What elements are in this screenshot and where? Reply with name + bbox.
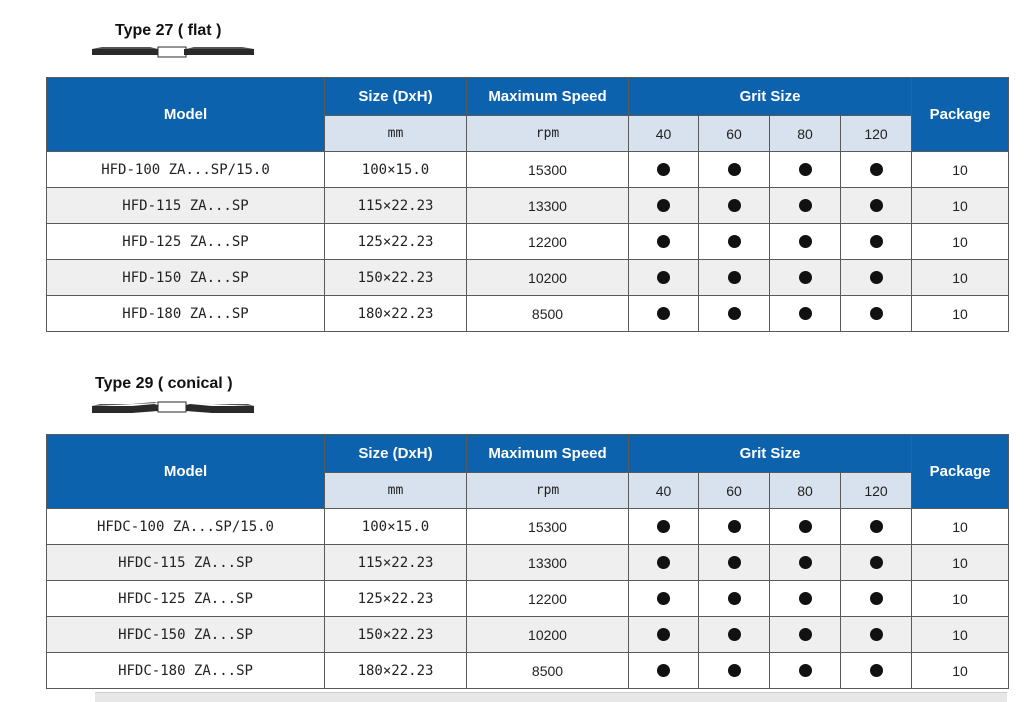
available-dot-icon [870,520,883,533]
speed-cell: 15300 [467,152,629,188]
table-row [47,581,1009,617]
grit-80: 80 [770,116,841,152]
grit-cell-40 [629,509,699,545]
header-size: Size (DxH) [325,78,467,116]
grit-cell-40 [629,581,699,617]
size-cell: 115×22.23 [325,188,467,224]
available-dot-icon [657,199,670,212]
speed-cell: 15300 [467,509,629,545]
header-model: Model [47,435,325,509]
available-dot-icon [870,199,883,212]
unit-speed: rpm [467,473,629,509]
available-dot-icon [657,556,670,569]
grit-cell-80 [770,653,841,689]
table-body-type27 [47,152,1009,332]
size-cell: 150×22.23 [325,617,467,653]
available-dot-icon [728,235,741,248]
header-max-speed: Maximum Speed [467,435,629,473]
grit-cell-60 [699,545,770,581]
available-dot-icon [870,307,883,320]
grit-cell-60 [699,260,770,296]
size-cell: 150×22.23 [325,260,467,296]
available-dot-icon [657,628,670,641]
header-model: Model [47,78,325,152]
available-dot-icon [657,271,670,284]
size-cell: 180×22.23 [325,296,467,332]
available-dot-icon [657,664,670,677]
model-cell: HFDC-115 ZA...SP [47,545,325,581]
grit-cell-120 [841,617,912,653]
grit-cell-60 [699,188,770,224]
table-row [47,188,1009,224]
available-dot-icon [799,199,812,212]
available-dot-icon [799,556,812,569]
header-grit-size: Grit Size [629,78,912,116]
table-row [47,260,1009,296]
model-cell: HFDC-125 ZA...SP [47,581,325,617]
table-row [47,545,1009,581]
grit-80: 80 [770,473,841,509]
speed-cell: 10200 [467,617,629,653]
grit-cell-40 [629,617,699,653]
grit-cell-80 [770,581,841,617]
grit-cell-120 [841,260,912,296]
available-dot-icon [799,235,812,248]
grit-cell-60 [699,224,770,260]
spec-table-type29 [46,434,1009,689]
speed-cell: 13300 [467,188,629,224]
available-dot-icon [799,628,812,641]
grit-cell-120 [841,545,912,581]
available-dot-icon [728,592,741,605]
grit-cell-120 [841,581,912,617]
section-title-type29: Type 29 ( conical ) [95,375,233,392]
speed-cell: 8500 [467,653,629,689]
package-cell: 10 [912,188,1009,224]
grit-cell-40 [629,296,699,332]
grit-cell-40 [629,224,699,260]
package-cell: 10 [912,545,1009,581]
grit-120: 120 [841,116,912,152]
conical-disc-icon [92,398,254,416]
available-dot-icon [799,271,812,284]
available-dot-icon [728,556,741,569]
available-dot-icon [728,163,741,176]
package-cell: 10 [912,581,1009,617]
available-dot-icon [870,271,883,284]
available-dot-icon [799,520,812,533]
unit-size: mm [325,116,467,152]
grit-cell-60 [699,509,770,545]
model-cell: HFD-180 ZA...SP [47,296,325,332]
model-cell: HFD-100 ZA...SP/15.0 [47,152,325,188]
available-dot-icon [657,520,670,533]
available-dot-icon [870,163,883,176]
available-dot-icon [728,307,741,320]
grit-cell-60 [699,581,770,617]
header-max-speed: Maximum Speed [467,78,629,116]
grit-cell-120 [841,509,912,545]
spec-table-type27 [46,77,1009,332]
size-cell: 125×22.23 [325,224,467,260]
grit-cell-80 [770,545,841,581]
model-cell: HFDC-180 ZA...SP [47,653,325,689]
grit-cell-40 [629,260,699,296]
header-size: Size (DxH) [325,435,467,473]
available-dot-icon [870,664,883,677]
model-cell: HFDC-150 ZA...SP [47,617,325,653]
grit-cell-60 [699,617,770,653]
available-dot-icon [799,592,812,605]
available-dot-icon [728,271,741,284]
available-dot-icon [870,556,883,569]
grit-40: 40 [629,116,699,152]
table-row [47,224,1009,260]
header-package: Package [912,78,1009,152]
grit-cell-80 [770,260,841,296]
grit-cell-60 [699,152,770,188]
available-dot-icon [870,592,883,605]
available-dot-icon [728,664,741,677]
available-dot-icon [799,307,812,320]
grit-cell-60 [699,653,770,689]
speed-cell: 13300 [467,545,629,581]
unit-speed: rpm [467,116,629,152]
grit-60: 60 [699,473,770,509]
package-cell: 10 [912,260,1009,296]
section-title-type27: Type 27 ( flat ) [115,22,222,39]
grit-cell-40 [629,152,699,188]
available-dot-icon [657,307,670,320]
speed-cell: 12200 [467,224,629,260]
grit-cell-120 [841,296,912,332]
header-package: Package [912,435,1009,509]
grit-cell-80 [770,152,841,188]
grit-cell-120 [841,224,912,260]
available-dot-icon [870,235,883,248]
grit-120: 120 [841,473,912,509]
speed-cell: 10200 [467,260,629,296]
available-dot-icon [728,520,741,533]
grit-cell-120 [841,653,912,689]
available-dot-icon [657,163,670,176]
table-body-type29 [47,509,1009,689]
grit-cell-120 [841,152,912,188]
grit-cell-60 [699,296,770,332]
grit-cell-40 [629,653,699,689]
available-dot-icon [657,235,670,248]
available-dot-icon [728,628,741,641]
grit-cell-80 [770,296,841,332]
package-cell: 10 [912,152,1009,188]
table-row [47,509,1009,545]
flat-disc-icon [92,44,254,60]
model-cell: HFD-115 ZA...SP [47,188,325,224]
available-dot-icon [799,664,812,677]
size-cell: 125×22.23 [325,581,467,617]
table-row [47,152,1009,188]
package-cell: 10 [912,653,1009,689]
size-cell: 115×22.23 [325,545,467,581]
header-grit-size: Grit Size [629,435,912,473]
grit-cell-40 [629,188,699,224]
speed-cell: 8500 [467,296,629,332]
grit-cell-40 [629,545,699,581]
available-dot-icon [657,592,670,605]
unit-size: mm [325,473,467,509]
size-cell: 180×22.23 [325,653,467,689]
grit-cell-80 [770,224,841,260]
available-dot-icon [870,628,883,641]
package-cell: 10 [912,617,1009,653]
size-cell: 100×15.0 [325,509,467,545]
grit-40: 40 [629,473,699,509]
available-dot-icon [799,163,812,176]
model-cell: HFD-125 ZA...SP [47,224,325,260]
grit-60: 60 [699,116,770,152]
package-cell: 10 [912,224,1009,260]
package-cell: 10 [912,296,1009,332]
available-dot-icon [728,199,741,212]
grit-cell-80 [770,188,841,224]
grit-cell-80 [770,617,841,653]
speed-cell: 12200 [467,581,629,617]
grit-cell-80 [770,509,841,545]
table-row [47,617,1009,653]
table-row [47,296,1009,332]
model-cell: HFDC-100 ZA...SP/15.0 [47,509,325,545]
size-cell: 100×15.0 [325,152,467,188]
model-cell: HFD-150 ZA...SP [47,260,325,296]
package-cell: 10 [912,509,1009,545]
grit-cell-120 [841,188,912,224]
table-row [47,653,1009,689]
